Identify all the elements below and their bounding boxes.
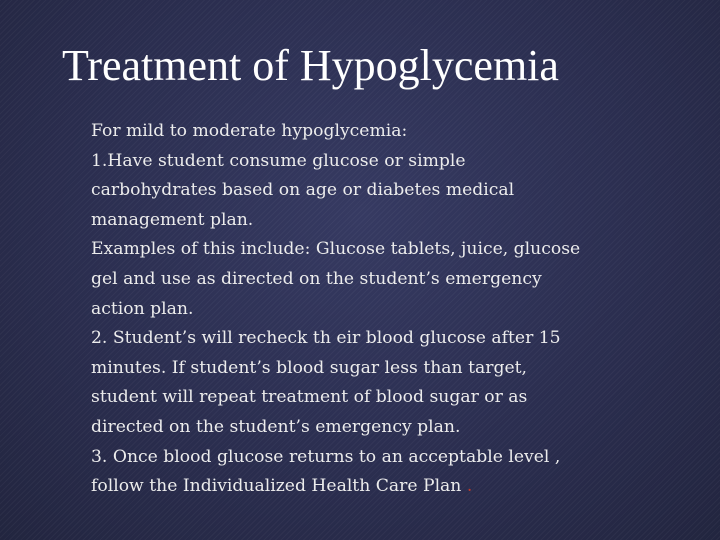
body-line: For mild to moderate hypoglycemia: <box>91 121 408 141</box>
body-line: management plan. <box>91 209 254 230</box>
slide-body <box>91 117 651 502</box>
body-line: action plan. <box>91 298 194 319</box>
body-line: minutes. If student’s blood sugar less than target, <box>91 357 527 378</box>
body-line: Examples of this include: Glucose tablets, juice, glucose <box>91 239 581 260</box>
body-line-last <box>91 472 651 502</box>
body-line: gel and use as directed on the student’s emergency <box>91 268 542 289</box>
body-line: student will repeat treatment of blood sugar or as <box>91 387 528 408</box>
body-line: 3. Once blood glucose returns to an acceptable level , <box>91 446 561 467</box>
body-line-text: follow the Individualized Health Care Plan <box>91 476 462 497</box>
slide-title: Treatment of Hypoglycemia <box>62 41 559 90</box>
body-line: 2. Student’s will recheck th eir blood glucose after 15 <box>91 328 561 349</box>
body-line: 1.Have student consume glucose or simple <box>91 150 466 171</box>
body-line: carbohydrates based on age or diabetes medical <box>91 180 515 201</box>
body-line: directed on the student’s emergency plan. <box>91 416 461 437</box>
trailing-mark: . <box>466 476 473 497</box>
